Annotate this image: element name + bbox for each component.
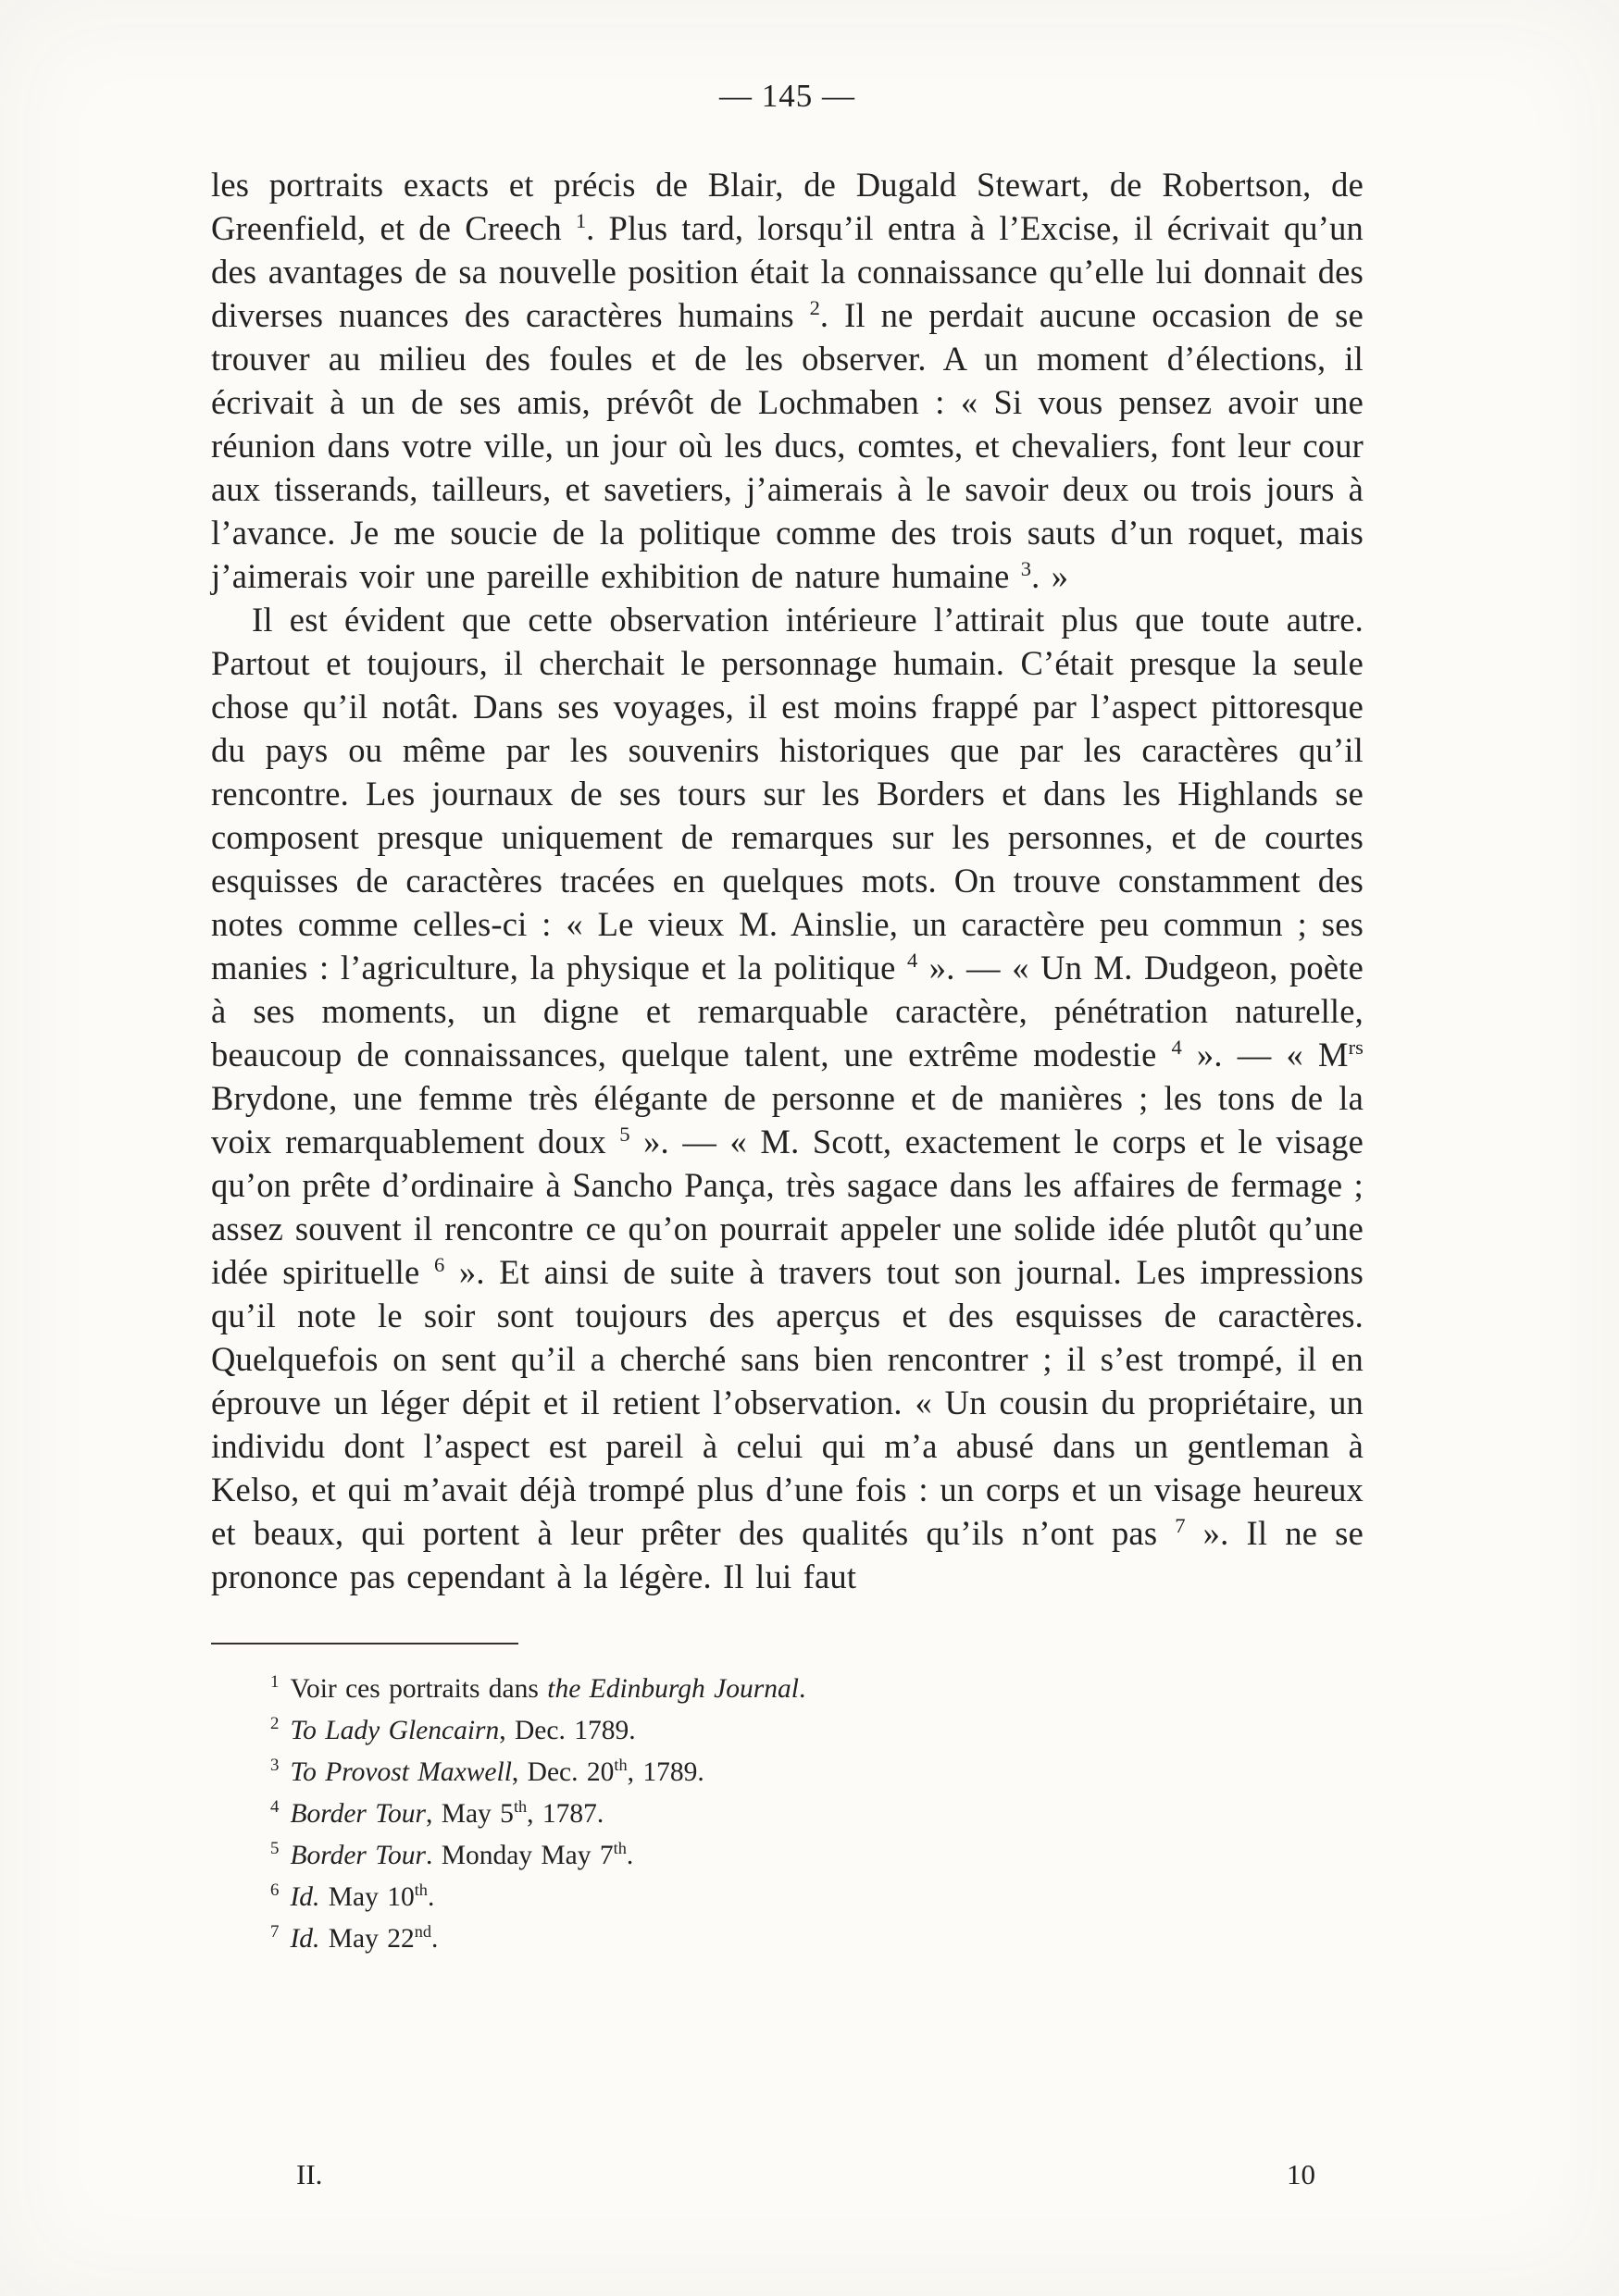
footnote-marker: 1 [270,1672,280,1693]
text-run: Id. [290,1924,320,1954]
superscript: 2 [809,295,820,319]
text-run: . [427,1882,435,1912]
text-run: ». — « M [1181,1036,1349,1074]
text-run: To Provost Maxwell [290,1757,512,1787]
text-run: ». Il ne se prononce pas cependant à la légère. Il lui faut [211,1514,1364,1595]
text-run: . [626,1841,634,1870]
volume-number: II. [296,2158,323,2191]
footnote [211,1793,1364,1835]
superscript: 7 [1175,1513,1186,1537]
text-run: Border Tour [290,1799,426,1829]
text-run: Il est évident que cette observation intérieure l’attirait plus que toute autre. Partout et toujours, il cherchait le personnage humain. C’était presque la seule chose qu’il notât. Dans ses voyages, il est moins frappé par l’aspect pittoresque du pays ou même par les souvenirs historiques que par les caractères qu’il rencontre. Les journaux de ses tours sur les Borders et dans les Highlands se composent presque uniquement de remarques sur les personnes, et de courtes esquisses de caractères tracées en quelques mots. On trouve constamment des notes comme celles-ci : « Le vieux M. Ainslie, un caractère peu commun ; ses manies : l’agriculture, la physique et la politique [211,601,1364,987]
superscript: 3 [1020,556,1032,580]
superscript: rs [1348,1035,1364,1059]
footnote-text [290,1716,635,1745]
footnote [211,1669,1364,1710]
footnote-marker: 3 [270,1756,280,1776]
text-run: . Monday May 7 [425,1841,614,1870]
footnotes-list [211,1669,1364,1960]
footnote-marker: 5 [270,1839,280,1859]
page-number: — 145 — [719,78,855,114]
footnote-text [290,1882,434,1912]
text-run: , Dec. 20 [511,1757,615,1787]
text-run: , Dec. 1789. [499,1716,636,1745]
text-run: Id. [290,1882,320,1912]
footnote-rule [211,1643,518,1644]
text-run: To Lady Glencairn [290,1716,500,1745]
text-run: . » [1031,557,1069,595]
text-run: . [798,1674,806,1704]
text-run: les portraits exacts et précis de Blair, de Dugald Stewart, de Robertson, de Greenfield, et de Creech [211,166,1364,247]
footnotes-block [211,1643,1364,1960]
footnote-marker: 4 [270,1797,280,1818]
text-run: May 22 [319,1924,415,1954]
text-run: ». — « Un M. Dudgeon, poète à ses moments, un digne et remarquable caractère, pénétration naturelle, beaucoup de connaissances, quelque talent, une extrême modestie [211,949,1364,1074]
superscript: th [613,1839,627,1858]
text-run: , 1789. [627,1757,704,1787]
footnote-marker: 6 [270,1880,280,1901]
page-content [211,78,1364,1960]
superscript: th [414,1880,428,1900]
superscript: th [513,1797,528,1817]
footnote-text [290,1924,438,1954]
footnote-text [290,1841,633,1870]
text-run: Border Tour [290,1841,426,1870]
superscript: 6 [433,1252,445,1276]
text-run: . [431,1924,439,1954]
footnote [211,1710,1364,1752]
text-run: , May 5 [425,1799,514,1829]
paragraph [211,598,1364,1598]
paragraph [211,163,1364,598]
text-run: May 10 [319,1882,415,1912]
signature-number: 10 [1287,2158,1315,2191]
text-run: the Edinburgh Journal [547,1674,799,1704]
footnote [211,1835,1364,1877]
superscript: 5 [619,1122,630,1146]
footnote [211,1918,1364,1960]
footnote-text [290,1799,604,1829]
footnote-text [290,1674,805,1704]
footnote [211,1877,1364,1918]
superscript: 1 [575,208,587,232]
superscript: th [614,1756,628,1775]
superscript: nd [414,1922,431,1942]
page-footer [211,2158,1364,2191]
text-run: , 1787. [527,1799,604,1829]
superscript: 4 [1171,1035,1182,1059]
text-run: . Il ne perdait aucune occasion de se trouver au milieu des foules et de les observer. A un moment d’élections, il écrivait à un de ses amis, prévôt de Lochmaben : « Si vous pensez avoir une réunion dans votre ville, un jour où les ducs, comtes, et chevaliers, font leur cour aux tisserands, tailleurs, et savetiers, j’aimerais à le savoir deux ou trois jours à l’avance. Je me soucie de la politique comme des trois sauts d’un roquet, mais j’aimerais voir une pareille exhibition de nature humaine [211,296,1364,595]
text-run: . Plus tard, lorsqu’il entra à l’Excise, il écrivait qu’un des avantages de sa nouvelle position était la connaissance qu’elle lui donnait des diverses nuances des caractères humains [211,209,1364,334]
body-text [211,163,1364,1598]
superscript: 4 [907,948,918,972]
footnote [211,1752,1364,1793]
footnote-marker: 2 [270,1714,280,1734]
text-run: Brydone, une femme très élégante de personne et de manières ; les tons de la voix remarquablement doux [211,1079,1364,1160]
footnote-marker: 7 [270,1922,280,1942]
text-run: Voir ces portraits dans [290,1674,548,1704]
text-run: ». — « M. Scott, exactement le corps et le visage qu’on prête d’ordinaire à Sancho Pança, très sagace dans les affaires de fermage ; assez souvent il rencontre ce qu’on pourrait appeler une solide idée plutôt qu’une idée spirituelle [211,1123,1364,1291]
footnote-text [290,1757,704,1787]
text-run: ». Et ainsi de suite à travers tout son journal. Les impressions qu’il note le soir sont toujours des aperçus et des esquisses de caractères. Quelquefois on sent qu’il a cherché sans bien rencontrer ; il s’est trompé, il en éprouve un léger dépit et il retient l’observation. « Un cousin du propriétaire, un individu dont l’aspect est pareil à celui qui m’a abusé dans un gentleman à Kelso, et qui m’avait déjà trompé plus d’une fois : un corps et un visage heureux et beaux, qui portent à leur prêter des qualités qu’ils n’ont pas [211,1253,1364,1552]
